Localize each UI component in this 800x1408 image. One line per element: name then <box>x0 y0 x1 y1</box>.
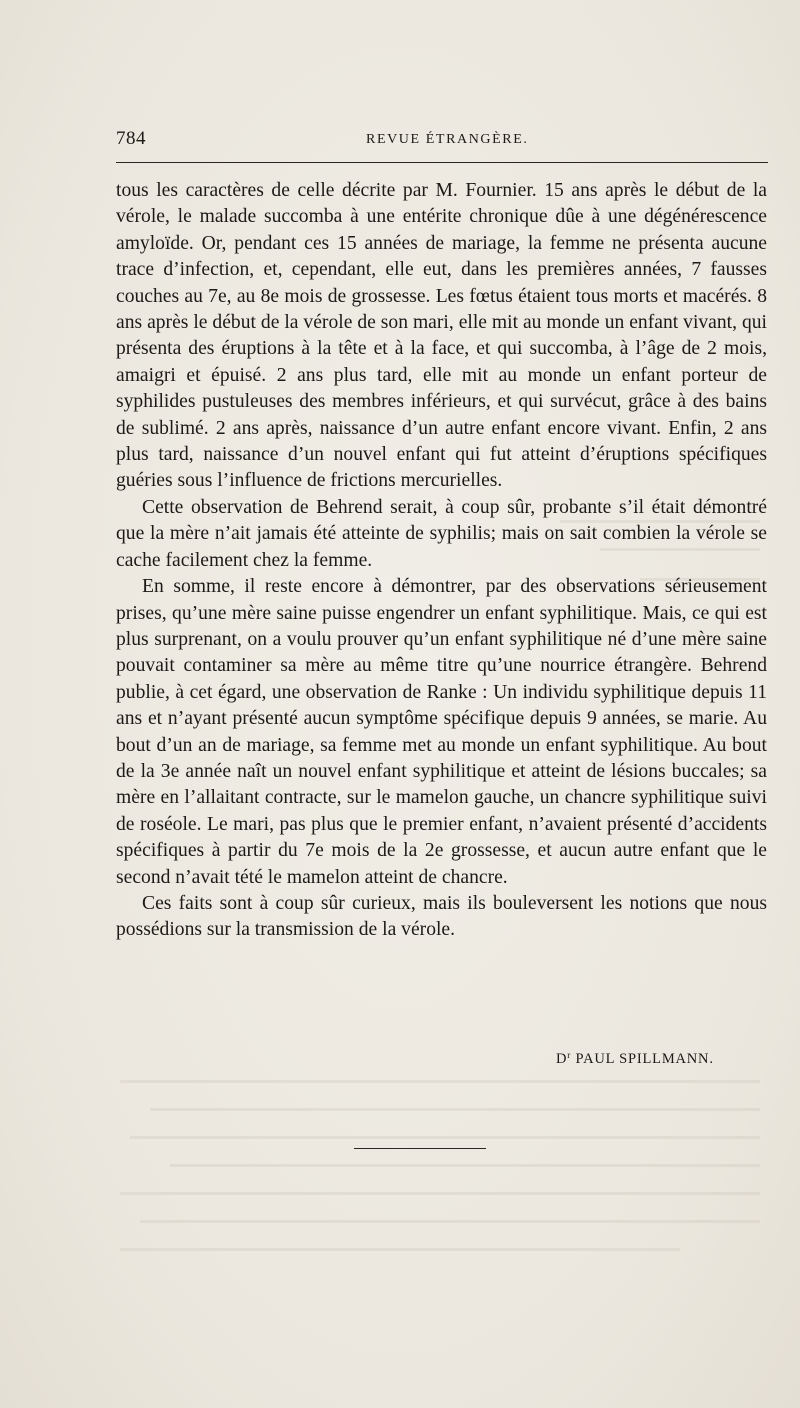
signature-name: PAUL SPILLMANN. <box>575 1051 714 1067</box>
page-number: 784 <box>116 128 146 149</box>
body-text <box>116 178 767 944</box>
paragraph: En somme, il reste encore à démontrer, par des observations sérieusement prises, qu’une mère saine puisse engendrer un enfant syphilitique. Mais, ce qui est plus surprenant, on a voulu prouver qu’un enfant syphilitique né d’une mère saine pouvait contaminer sa mère au même titre qu’une nourrice étrangère. Behrend publie, à cet égard, une observation de Ranke : Un individu syphilitique depuis 11 ans et n’ayant présenté aucun symptôme spécifique depuis 9 années, se marie. Au bout d’un an de mariage, sa femme met au monde un enfant syphilitique. Au bout de la 3e année naît un nouvel enfant syphilitique et atteint de lésions buccales; sa mère en l’allaitant contracte, sur le mamelon gauche, un chancre syphilitique suivi de roséole. Le mari, pas plus que le premier enfant, n’avaient présenté d’accidents spécifiques à partir du 7e mois de la 2e grossesse, et aucun autre enfant que le second n’avait tété le mamelon atteint de chancre. <box>116 576 767 888</box>
paragraph: Cette observation de Behrend serait, à coup sûr, probante s’il était démontré que la mère n’ait jamais été atteinte de syphilis; mais on sait combien la vérole se cache facilement chez la femme. <box>116 496 767 571</box>
signature-title: D <box>556 1051 568 1067</box>
header-rule <box>116 162 768 163</box>
author-signature <box>556 1051 714 1068</box>
signature-title-sup: r <box>567 1050 572 1060</box>
page-header <box>116 128 768 154</box>
paragraph: tous les caractères de celle décrite par M. Fournier. 15 ans après le début de la vérole, le malade succomba à une entérite chronique dûe à une dégénérescence amyloïde. Or, pendant ces 15 années de mariage, la femme ne présenta aucune trace d’infection, et, cependant, elle eut, dans les premières années, 7 fausses couches au 7e, au 8e mois de grossesse. Les fœtus étaient tous morts et macérés. 8 ans après le début de la vérole de son mari, elle mit au monde un enfant vivant, qui présenta des éruptions à la tête et à la face, et qui succomba, à l’âge de 2 mois, amaigri et épuisé. 2 ans plus tard, elle mit au monde un enfant porteur de syphilides pustuleuses des membres inférieurs, et qui survécut, grâce à des bains de sublimé. 2 ans après, naissance d’un autre enfant encore vivant. Enfin, 2 ans plus tard, naissance d’un nouvel enfant qui fut atteint d’éruptions spécifiques guéries sous l’influence de frictions mercurielles. <box>116 180 767 492</box>
end-rule <box>354 1148 486 1149</box>
running-title: REVUE ÉTRANGÈRE. <box>366 132 529 147</box>
paragraph: Ces faits sont à coup sûr curieux, mais ils bouleversent les notions que nous possédions sur la transmission de la vérole. <box>116 892 767 941</box>
